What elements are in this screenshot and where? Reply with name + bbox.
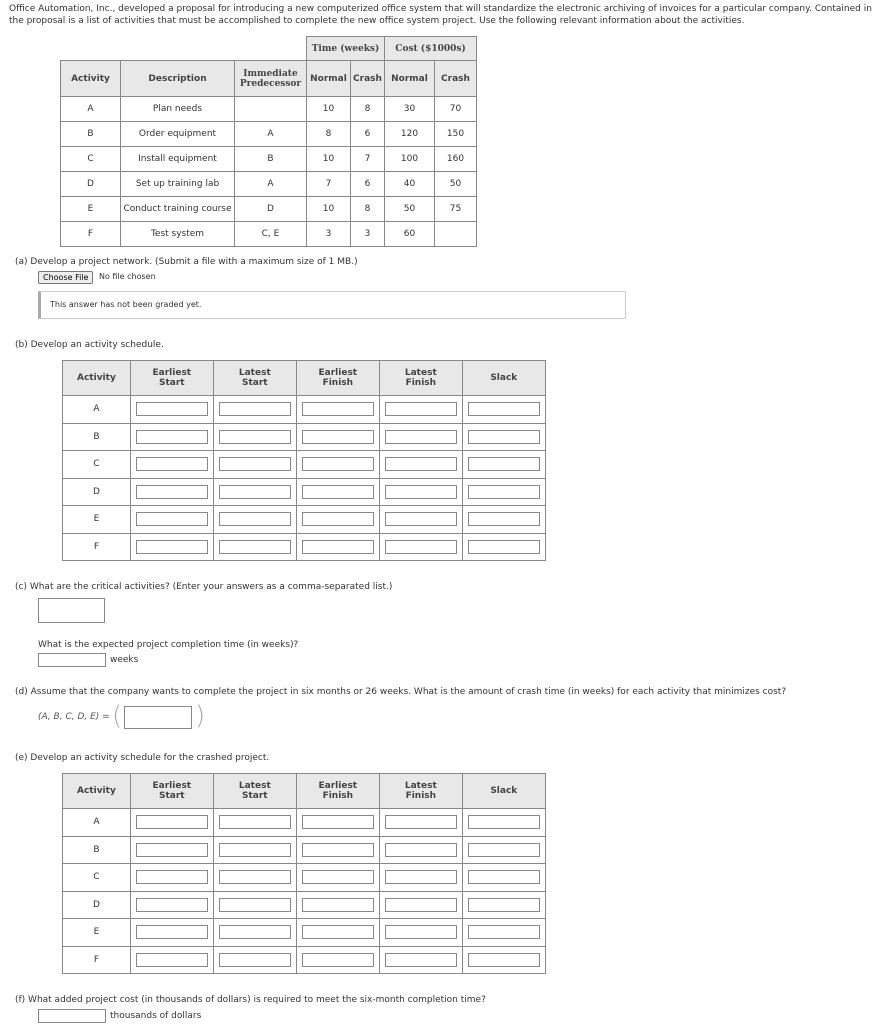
col-ls: Latest Start bbox=[213, 361, 296, 396]
cell-activity: A bbox=[61, 97, 121, 122]
slack-input[interactable] bbox=[468, 512, 540, 526]
col-lf: Latest Finish bbox=[379, 774, 462, 809]
activity-label: A bbox=[63, 809, 131, 837]
col-es: Earliest Start bbox=[130, 361, 213, 396]
cell-c-crash: 150 bbox=[435, 122, 477, 147]
schedule-row bbox=[63, 506, 546, 534]
slack-input[interactable] bbox=[468, 898, 540, 912]
left-paren: ( bbox=[112, 701, 123, 731]
col-time-crash: Crash bbox=[351, 61, 385, 97]
thousands-unit: thousands of dollars bbox=[110, 1011, 202, 1021]
part-a-question: (a) Develop a project network. (Submit a file with a maximum size of 1 MB.) bbox=[15, 257, 358, 267]
cell-activity: B bbox=[61, 122, 121, 147]
es-input[interactable] bbox=[136, 512, 208, 526]
col-slack: Slack bbox=[462, 774, 545, 809]
schedule-row bbox=[63, 891, 546, 919]
lf-input[interactable] bbox=[385, 815, 457, 829]
cell-t-normal: 10 bbox=[307, 97, 351, 122]
ef-input[interactable] bbox=[302, 540, 374, 554]
cell-t-normal: 7 bbox=[307, 172, 351, 197]
activity-row bbox=[61, 147, 477, 172]
ls-input[interactable] bbox=[219, 898, 291, 912]
es-input[interactable] bbox=[136, 953, 208, 967]
problem-intro: Office Automation, Inc., developed a proposal for introducing a new computerized office system that will standardize the electronic archiving of invoices for a particular company. Contained in the proposal is a list of activities that must be accomplished to complete the new office system project. Use the following relevant information about the activities. bbox=[9, 4, 872, 26]
ef-input[interactable] bbox=[302, 815, 374, 829]
schedule-row bbox=[63, 478, 546, 506]
part-b-question: (b) Develop an activity schedule. bbox=[15, 340, 164, 350]
schedule-row bbox=[63, 809, 546, 837]
cell-description: Conduct training course bbox=[121, 197, 235, 222]
col-ef: Earliest Finish bbox=[296, 774, 379, 809]
col-predecessor: Immediate Predecessor bbox=[235, 61, 307, 97]
ef-input[interactable] bbox=[302, 485, 374, 499]
lf-input[interactable] bbox=[385, 843, 457, 857]
col-es: Earliest Start bbox=[130, 774, 213, 809]
schedule-row bbox=[63, 423, 546, 451]
lf-input[interactable] bbox=[385, 540, 457, 554]
time-group-header: Time (weeks) bbox=[307, 37, 385, 61]
cell-c-normal: 50 bbox=[385, 197, 435, 222]
ls-input[interactable] bbox=[219, 925, 291, 939]
cell-pred: A bbox=[235, 172, 307, 197]
cell-t-crash: 3 bbox=[351, 222, 385, 247]
es-input[interactable] bbox=[136, 457, 208, 471]
cell-t-crash: 6 bbox=[351, 122, 385, 147]
cell-t-crash: 6 bbox=[351, 172, 385, 197]
cell-t-crash: 8 bbox=[351, 97, 385, 122]
ls-input[interactable] bbox=[219, 843, 291, 857]
activity-row bbox=[61, 222, 477, 247]
lf-input[interactable] bbox=[385, 485, 457, 499]
schedule-table bbox=[62, 360, 546, 561]
lf-input[interactable] bbox=[385, 430, 457, 444]
cell-t-normal: 8 bbox=[307, 122, 351, 147]
ef-input[interactable] bbox=[302, 843, 374, 857]
slack-input[interactable] bbox=[468, 457, 540, 471]
cell-description: Set up training lab bbox=[121, 172, 235, 197]
cell-description: Order equipment bbox=[121, 122, 235, 147]
es-input[interactable] bbox=[136, 815, 208, 829]
lf-input[interactable] bbox=[385, 898, 457, 912]
activity-data-table bbox=[60, 36, 477, 247]
schedule-row bbox=[63, 919, 546, 947]
cell-activity: E bbox=[61, 197, 121, 222]
col-lf: Latest Finish bbox=[379, 361, 462, 396]
col-activity: Activity bbox=[63, 361, 131, 396]
weeks-unit: weeks bbox=[110, 655, 139, 665]
cell-t-normal: 10 bbox=[307, 197, 351, 222]
slack-input[interactable] bbox=[468, 843, 540, 857]
ef-input[interactable] bbox=[302, 512, 374, 526]
col-cost-normal: Normal bbox=[385, 61, 435, 97]
slack-input[interactable] bbox=[468, 953, 540, 967]
activity-row bbox=[61, 122, 477, 147]
cell-c-crash: 160 bbox=[435, 147, 477, 172]
slack-input[interactable] bbox=[468, 540, 540, 554]
schedule-row bbox=[63, 396, 546, 424]
part-e-question: (e) Develop an activity schedule for the crashed project. bbox=[15, 753, 270, 763]
cell-c-normal: 60 bbox=[385, 222, 435, 247]
part-d-question: (d) Assume that the company wants to complete the project in six months or 26 weeks. What is the amount of crash time (in weeks) for each activity that minimizes cost? bbox=[15, 687, 787, 697]
cell-pred: D bbox=[235, 197, 307, 222]
cost-group-header: Cost ($1000s) bbox=[385, 37, 477, 61]
schedule-row bbox=[63, 836, 546, 864]
ls-input[interactable] bbox=[219, 953, 291, 967]
cell-t-crash: 8 bbox=[351, 197, 385, 222]
no-file-label: No file chosen bbox=[99, 272, 156, 281]
cell-description: Install equipment bbox=[121, 147, 235, 172]
col-activity: Activity bbox=[63, 774, 131, 809]
ls-input[interactable] bbox=[219, 540, 291, 554]
lf-input[interactable] bbox=[385, 457, 457, 471]
col-ls: Latest Start bbox=[213, 774, 296, 809]
es-input[interactable] bbox=[136, 402, 208, 416]
cell-pred: B bbox=[235, 147, 307, 172]
slack-input[interactable] bbox=[468, 870, 540, 884]
added-cost-input[interactable] bbox=[38, 1009, 106, 1023]
activity-row bbox=[61, 97, 477, 122]
activity-label: D bbox=[63, 478, 131, 506]
right-paren: ) bbox=[195, 701, 206, 731]
ls-input[interactable] bbox=[219, 512, 291, 526]
cell-pred bbox=[235, 97, 307, 122]
slack-input[interactable] bbox=[468, 485, 540, 499]
ef-input[interactable] bbox=[302, 430, 374, 444]
crash-tuple-label: (A, B, C, D, E) = bbox=[38, 712, 110, 722]
activity-row bbox=[61, 197, 477, 222]
critical-activities-input[interactable] bbox=[38, 598, 105, 623]
activity-label: E bbox=[63, 919, 131, 947]
cell-c-crash: 70 bbox=[435, 97, 477, 122]
cell-activity: D bbox=[61, 172, 121, 197]
cell-pred: C, E bbox=[235, 222, 307, 247]
lf-input[interactable] bbox=[385, 402, 457, 416]
ls-input[interactable] bbox=[219, 485, 291, 499]
es-input[interactable] bbox=[136, 843, 208, 857]
cell-c-crash: 75 bbox=[435, 197, 477, 222]
ls-input[interactable] bbox=[219, 870, 291, 884]
schedule-row bbox=[63, 864, 546, 892]
cell-pred: A bbox=[235, 122, 307, 147]
lf-input[interactable] bbox=[385, 512, 457, 526]
activity-label: D bbox=[63, 891, 131, 919]
activity-label: F bbox=[63, 946, 131, 974]
activity-label: F bbox=[63, 533, 131, 561]
graded-message: This answer has not been graded yet. bbox=[38, 291, 626, 319]
completion-time-input[interactable] bbox=[38, 653, 106, 667]
ef-input[interactable] bbox=[302, 457, 374, 471]
slack-input[interactable] bbox=[468, 430, 540, 444]
activity-label: C bbox=[63, 864, 131, 892]
cell-description: Test system bbox=[121, 222, 235, 247]
slack-input[interactable] bbox=[468, 402, 540, 416]
activity-label: A bbox=[63, 396, 131, 424]
part-f-question: (f) What added project cost (in thousands of dollars) is required to meet the six-month completion time? bbox=[15, 995, 486, 1005]
completion-time-question: What is the expected project completion time (in weeks)? bbox=[38, 640, 299, 650]
crashed-schedule-table bbox=[62, 773, 546, 974]
activity-label: B bbox=[63, 836, 131, 864]
cell-t-crash: 7 bbox=[351, 147, 385, 172]
ls-input[interactable] bbox=[219, 430, 291, 444]
lf-input[interactable] bbox=[385, 925, 457, 939]
cell-c-normal: 120 bbox=[385, 122, 435, 147]
ef-input[interactable] bbox=[302, 925, 374, 939]
lf-input[interactable] bbox=[385, 870, 457, 884]
ef-input[interactable] bbox=[302, 870, 374, 884]
part-c-question: (c) What are the critical activities? (Enter your answers as a comma-separated list.) bbox=[15, 582, 393, 592]
ls-input[interactable] bbox=[219, 815, 291, 829]
es-input[interactable] bbox=[136, 485, 208, 499]
choose-file-button[interactable]: Choose File bbox=[38, 271, 93, 284]
ls-input[interactable] bbox=[219, 457, 291, 471]
activity-label: C bbox=[63, 451, 131, 479]
es-input[interactable] bbox=[136, 925, 208, 939]
cell-c-crash: 50 bbox=[435, 172, 477, 197]
col-description: Description bbox=[121, 61, 235, 97]
schedule-row bbox=[63, 451, 546, 479]
cell-c-normal: 30 bbox=[385, 97, 435, 122]
cell-activity: C bbox=[61, 147, 121, 172]
activity-label: B bbox=[63, 423, 131, 451]
col-ef: Earliest Finish bbox=[296, 361, 379, 396]
cell-activity: F bbox=[61, 222, 121, 247]
col-slack: Slack bbox=[462, 361, 545, 396]
col-time-normal: Normal bbox=[307, 61, 351, 97]
activity-label: E bbox=[63, 506, 131, 534]
cell-c-normal: 40 bbox=[385, 172, 435, 197]
cell-t-normal: 3 bbox=[307, 222, 351, 247]
cell-description: Plan needs bbox=[121, 97, 235, 122]
ls-input[interactable] bbox=[219, 402, 291, 416]
slack-input[interactable] bbox=[468, 925, 540, 939]
es-input[interactable] bbox=[136, 870, 208, 884]
ef-input[interactable] bbox=[302, 953, 374, 967]
schedule-row bbox=[63, 946, 546, 974]
ef-input[interactable] bbox=[302, 402, 374, 416]
slack-input[interactable] bbox=[468, 815, 540, 829]
cell-t-normal: 10 bbox=[307, 147, 351, 172]
lf-input[interactable] bbox=[385, 953, 457, 967]
cell-c-crash bbox=[435, 222, 477, 247]
es-input[interactable] bbox=[136, 540, 208, 554]
activity-row bbox=[61, 172, 477, 197]
crash-tuple-input[interactable] bbox=[124, 706, 192, 729]
es-input[interactable] bbox=[136, 898, 208, 912]
col-activity: Activity bbox=[61, 61, 121, 97]
es-input[interactable] bbox=[136, 430, 208, 444]
ef-input[interactable] bbox=[302, 898, 374, 912]
cell-c-normal: 100 bbox=[385, 147, 435, 172]
schedule-row bbox=[63, 533, 546, 561]
col-cost-crash: Crash bbox=[435, 61, 477, 97]
